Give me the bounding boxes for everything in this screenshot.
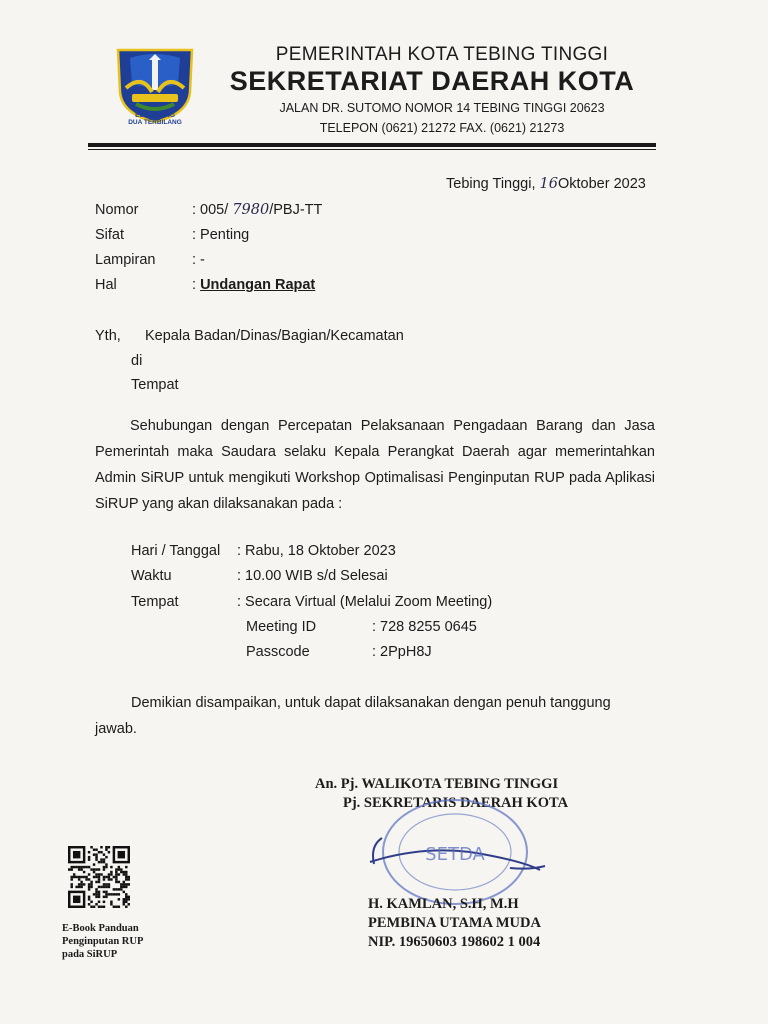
letterhead-government: PEMERINTAH KOTA TEBING TINGGI — [275, 44, 609, 65]
nomor-suffix: /PBJ-TT — [269, 202, 323, 218]
schedule-hari-label: Hari / Tanggal — [131, 543, 221, 559]
nomor-prefix: : 005/ — [192, 202, 229, 218]
passcode-value: : 2PpH8J — [372, 644, 432, 660]
signatory-rank: PEMBINA UTAMA MUDA — [368, 915, 541, 931]
hal-label: Hal — [95, 277, 117, 293]
sifat-value: : Penting — [192, 227, 250, 243]
official-stamp — [360, 790, 550, 910]
hal-colon: : — [192, 277, 197, 293]
signature-title-1: An. Pj. WALIKOTA TEBING TINGGI — [315, 776, 559, 792]
signatory-nip: NIP. 19650603 198602 1 004 — [368, 934, 541, 950]
recipient-name: Kepala Badan/Dinas/Bagian/Kecamatan — [145, 328, 404, 344]
schedule-waktu-value: : 10.00 WIB s/d Selesai — [237, 568, 388, 584]
letterhead-phone: TELEPON (0621) 21272 FAX. (0621) 21273 — [319, 121, 565, 135]
nomor-value — [192, 201, 322, 219]
schedule-hari-value: : Rabu, 18 Oktober 2023 — [237, 543, 396, 559]
passcode-label: Passcode — [246, 644, 310, 660]
recipient-di: di — [131, 353, 143, 369]
date-day-handwritten: 16 — [539, 176, 558, 192]
logo-motto-2: DUA TERBILANG — [128, 119, 182, 126]
schedule-tempat-value: : Secara Virtual (Melalui Zoom Meeting) — [237, 594, 493, 610]
letter-date — [446, 175, 646, 193]
hal-value — [192, 276, 315, 294]
qr-code-icon[interactable] — [68, 846, 130, 908]
letterhead-address: JALAN DR. SUTOMO NOMOR 14 TEBING TINGGI 20623 — [279, 101, 605, 115]
qr-code[interactable] — [68, 846, 130, 908]
recipient-yth: Yth, — [95, 328, 121, 344]
logo-motto-1: ESA HILANG — [135, 112, 175, 119]
qr-caption-2: Penginputan RUP — [62, 936, 144, 947]
lampiran-value: : - — [192, 252, 205, 268]
letterhead-rule-thick — [88, 143, 656, 147]
body-paragraph: Sehubungan dengan Percepatan Pelaksanaan Pengadaan Barang dan Jasa Pemerintah maka Saudara selaku Kepala Perangkat Daerah agar memerintahkan Admin SiRUP untuk mengikuti Workshop Optimalisasi Penginputan RUP pada Aplikasi SiRUP yang akan dilaksanakan pada : — [95, 418, 655, 512]
closing-line-2: jawab. — [95, 721, 137, 737]
nomor-label: Nomor — [95, 202, 139, 218]
date-place: Tebing Tinggi, — [446, 176, 536, 192]
official-stamp-icon — [360, 790, 550, 910]
qr-caption-3: pada SiRUP — [62, 949, 118, 960]
recipient-place: Tempat — [131, 377, 179, 393]
schedule-tempat-label: Tempat — [131, 594, 179, 610]
schedule-waktu-label: Waktu — [131, 568, 172, 584]
sifat-label: Sifat — [95, 227, 125, 243]
city-crest-logo — [112, 44, 198, 128]
signatory-name: H. KAMLAN, S.H, M.H — [368, 896, 519, 912]
letterhead-office: SEKRETARIAT DAERAH KOTA — [229, 66, 635, 96]
closing-line-1: Demikian disampaikan, untuk dapat dilaksanakan dengan penuh tanggung — [131, 695, 611, 711]
qr-caption-1: E-Book Panduan — [62, 923, 139, 934]
signature-title-2: Pj. SEKRETARIS DAERAH KOTA — [343, 795, 569, 811]
date-month-year: Oktober 2023 — [557, 176, 646, 192]
meeting-id-label: Meeting ID — [246, 619, 317, 635]
hal-subject: Undangan Rapat — [200, 277, 316, 293]
meeting-id-value: : 728 8255 0645 — [372, 619, 477, 635]
lampiran-label: Lampiran — [95, 252, 156, 268]
letterhead-rule-thin — [88, 149, 656, 150]
nomor-handwritten: 7980 — [232, 202, 270, 218]
stamp-text: SETDA — [425, 844, 485, 865]
